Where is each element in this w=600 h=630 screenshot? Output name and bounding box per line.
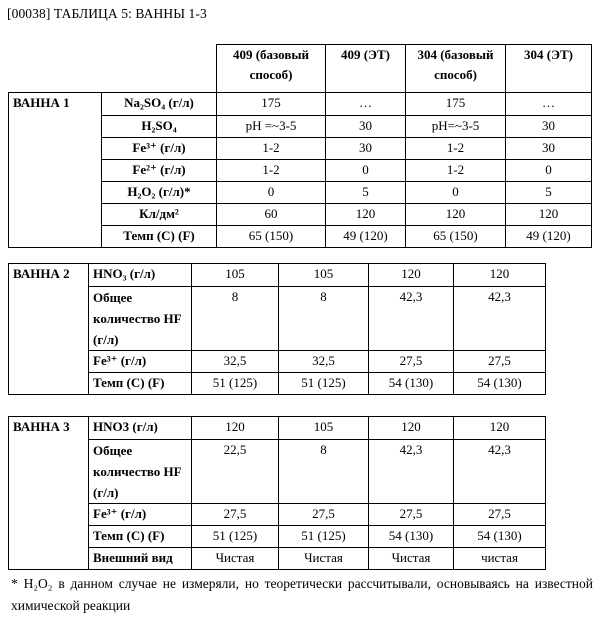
column-header: 409 (базовый способ) bbox=[217, 45, 326, 93]
table-cell: 30 bbox=[326, 138, 406, 160]
table-cell: 51 (125) bbox=[192, 373, 279, 395]
footnote: * H₂O₂ в данном случае не измеряли, но теоретически рассчитывали, основываясь на известной химической реакции bbox=[11, 576, 593, 613]
table-cell: 105 bbox=[279, 417, 369, 440]
table-cell: 32,5 bbox=[279, 351, 369, 373]
table-cell: 5 bbox=[326, 182, 406, 204]
table-cell: 27,5 bbox=[369, 351, 454, 373]
column-header: 409 (ЭТ) bbox=[326, 45, 406, 93]
param-label: Общее количество HF (г/л) bbox=[89, 440, 192, 504]
bath-label: ВАННА 3 bbox=[9, 417, 89, 570]
table-cell: 54 (130) bbox=[369, 526, 454, 548]
table-cell: Чистая bbox=[279, 548, 369, 570]
table-cell: 49 (120) bbox=[326, 226, 406, 248]
table-cell: 175 bbox=[217, 93, 326, 116]
table-cell: 30 bbox=[506, 138, 592, 160]
param-label: HNO3 (г/л) bbox=[89, 417, 192, 440]
table-cell: 8 bbox=[279, 440, 369, 504]
param-label: H₂O₂ (г/л)* bbox=[102, 182, 217, 204]
param-label: Темп (С) (F) bbox=[102, 226, 217, 248]
table-cell: 42,3 bbox=[454, 440, 546, 504]
table-cell: 65 (150) bbox=[217, 226, 326, 248]
table-cell: 51 (125) bbox=[279, 373, 369, 395]
table-cell: 42,3 bbox=[369, 287, 454, 351]
bath3-table bbox=[8, 416, 546, 570]
table-cell: 120 bbox=[406, 204, 506, 226]
param-label: H₂SO₄ bbox=[102, 116, 217, 138]
table-cell: 0 bbox=[506, 160, 592, 182]
table-cell: 27,5 bbox=[192, 504, 279, 526]
table-cell: 8 bbox=[279, 287, 369, 351]
table-cell: 42,3 bbox=[454, 287, 546, 351]
table-cell: 22,5 bbox=[192, 440, 279, 504]
table-cell: 105 bbox=[192, 264, 279, 287]
table-cell: 27,5 bbox=[454, 351, 546, 373]
table-cell: 175 bbox=[406, 93, 506, 116]
param-label: Кл/дм² bbox=[102, 204, 217, 226]
table-cell: 0 bbox=[326, 160, 406, 182]
param-label: Общее количество HF (г/л) bbox=[89, 287, 192, 351]
param-label: Темп (С) (F) bbox=[89, 373, 192, 395]
page-title: [00038] ТАБЛИЦА 5: ВАННЫ 1-3 bbox=[7, 6, 207, 21]
table-cell: Чистая bbox=[369, 548, 454, 570]
table-cell: 5 bbox=[506, 182, 592, 204]
param-label: Fe³⁺ (г/л) bbox=[102, 138, 217, 160]
table-cell: … bbox=[506, 93, 592, 116]
table-cell: 32,5 bbox=[192, 351, 279, 373]
table-cell: 1-2 bbox=[406, 160, 506, 182]
bath2-table bbox=[8, 263, 546, 395]
table-cell: 54 (130) bbox=[369, 373, 454, 395]
table-cell: 0 bbox=[217, 182, 326, 204]
bath-label: ВАННА 2 bbox=[9, 264, 89, 395]
column-header: 304 (базовый способ) bbox=[406, 45, 506, 93]
table-cell: 42,3 bbox=[369, 440, 454, 504]
table-cell: 51 (125) bbox=[192, 526, 279, 548]
param-label: Fe³⁺ (г/л) bbox=[89, 351, 192, 373]
table-cell: 120 bbox=[454, 417, 546, 440]
table-cell: 8 bbox=[192, 287, 279, 351]
table-cell: 1-2 bbox=[217, 138, 326, 160]
table-cell: 30 bbox=[506, 116, 592, 138]
table-cell: 54 (130) bbox=[454, 526, 546, 548]
table-cell: 1-2 bbox=[217, 160, 326, 182]
table-cell: 27,5 bbox=[369, 504, 454, 526]
bath1-table bbox=[8, 44, 592, 248]
table-cell: 0 bbox=[406, 182, 506, 204]
table-cell: 120 bbox=[369, 264, 454, 287]
param-label: Внешний вид bbox=[89, 548, 192, 570]
param-label: Fe²⁺ (г/л) bbox=[102, 160, 217, 182]
table-cell: pH =~3-5 bbox=[217, 116, 326, 138]
bath-label: ВАННА 1 bbox=[9, 93, 102, 248]
table-cell: 51 (125) bbox=[279, 526, 369, 548]
table-cell: 120 bbox=[192, 417, 279, 440]
table-cell: 120 bbox=[326, 204, 406, 226]
table-cell: 65 (150) bbox=[406, 226, 506, 248]
table-cell: 120 bbox=[369, 417, 454, 440]
table-cell: 120 bbox=[454, 264, 546, 287]
param-label: HNO₃ (г/л) bbox=[89, 264, 192, 287]
param-label: Fe³⁺ (г/л) bbox=[89, 504, 192, 526]
table-cell: чистая bbox=[454, 548, 546, 570]
table-cell: 105 bbox=[279, 264, 369, 287]
table-cell: 1-2 bbox=[406, 138, 506, 160]
param-label: Темп (С) (F) bbox=[89, 526, 192, 548]
table-cell: 54 (130) bbox=[454, 373, 546, 395]
table-cell: pH=~3-5 bbox=[406, 116, 506, 138]
param-label: Na₂SO₄ (г/л) bbox=[102, 93, 217, 116]
table-cell: … bbox=[326, 93, 406, 116]
table-cell: 27,5 bbox=[454, 504, 546, 526]
table-cell: 27,5 bbox=[279, 504, 369, 526]
column-header: 304 (ЭТ) bbox=[506, 45, 592, 93]
table-cell: Чистая bbox=[192, 548, 279, 570]
table-cell: 120 bbox=[506, 204, 592, 226]
table-cell: 49 (120) bbox=[506, 226, 592, 248]
table-cell: 30 bbox=[326, 116, 406, 138]
table-cell: 60 bbox=[217, 204, 326, 226]
